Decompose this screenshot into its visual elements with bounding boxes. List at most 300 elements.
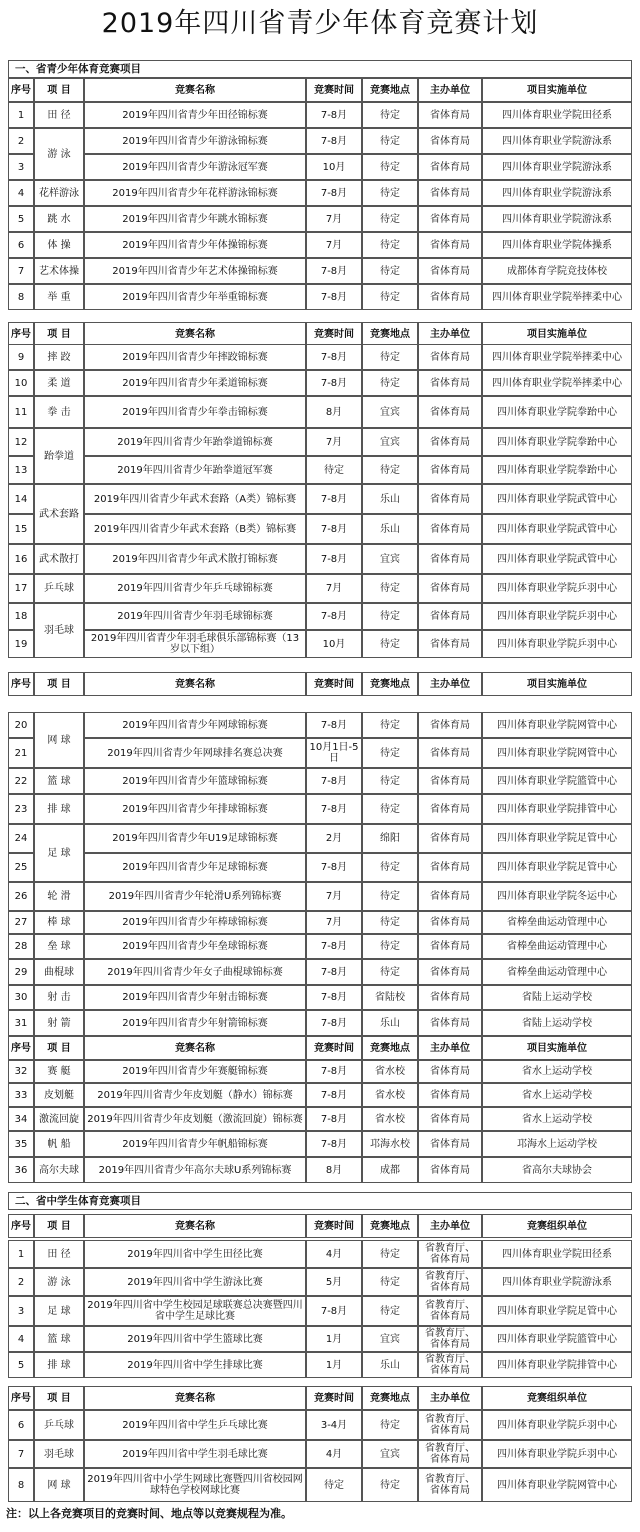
venue-cell: 省水校: [362, 1107, 418, 1131]
organizer-cell: 省教育厅、省体育局: [418, 1326, 482, 1352]
sport-cell: 网 球: [34, 1468, 84, 1502]
unit-cell: 省水上运动学校: [482, 1083, 632, 1107]
organizer-cell: 省体育局: [418, 1107, 482, 1131]
event-name-cell: 2019年四川省中学生篮球比赛: [84, 1326, 306, 1352]
event-name-cell: 2019年四川省青少年乒乓球锦标赛: [84, 574, 306, 603]
time-cell: 7-8月: [306, 258, 362, 284]
event-name-cell: 2019年四川省青少年羽毛球锦标赛: [84, 603, 306, 630]
event-name-cell: 2019年四川省青少年棒球锦标赛: [84, 911, 306, 934]
unit-cell: 四川体育职业学院网管中心: [482, 712, 632, 738]
event-name-cell: 2019年四川省中学生游泳比赛: [84, 1268, 306, 1296]
event-name-cell: 2019年四川省青少年U19足球锦标赛: [84, 824, 306, 853]
seq-cell: 16: [8, 544, 34, 574]
event-name-cell: 2019年四川省青少年武术套路（B类）锦标赛: [84, 514, 306, 544]
time-cell: 10月1日-5日: [306, 738, 362, 768]
event-name-cell: 2019年四川省青少年网球排名赛总决赛: [84, 738, 306, 768]
time-cell: 4月: [306, 1440, 362, 1468]
column-header: 主办单位: [418, 1386, 482, 1410]
seq-cell: 24: [8, 824, 34, 853]
sport-cell: 排 球: [34, 794, 84, 824]
venue-cell: 待定: [362, 128, 418, 154]
seq-cell: 9: [8, 344, 34, 370]
venue-cell: 待定: [362, 934, 418, 959]
column-header: 项 目: [34, 672, 84, 696]
venue-cell: 待定: [362, 1410, 418, 1440]
venue-cell: 待定: [362, 712, 418, 738]
time-cell: 8月: [306, 1157, 362, 1183]
time-cell: 7-8月: [306, 712, 362, 738]
venue-cell: 待定: [362, 738, 418, 768]
venue-cell: 省水校: [362, 1083, 418, 1107]
venue-cell: 宜宾: [362, 396, 418, 428]
unit-cell: 四川体育职业学院举摔柔中心: [482, 344, 632, 370]
organizer-cell: 省体育局: [418, 102, 482, 128]
time-cell: 7-8月: [306, 985, 362, 1010]
sport-cell: 轮 滑: [34, 882, 84, 911]
unit-cell: 省棒垒曲运动管理中心: [482, 911, 632, 934]
event-name-cell: 2019年四川省青少年高尔夫球U系列锦标赛: [84, 1157, 306, 1183]
column-header: 项 目: [34, 1386, 84, 1410]
seq-cell: 1: [8, 1240, 34, 1268]
column-header: 序号: [8, 672, 34, 696]
organizer-cell: 省体育局: [418, 630, 482, 658]
column-header: 竞赛组织单位: [482, 1214, 632, 1238]
column-header: 竞赛时间: [306, 1214, 362, 1238]
organizer-cell: 省体育局: [418, 959, 482, 985]
time-cell: 7-8月: [306, 180, 362, 206]
unit-cell: 省水上运动学校: [482, 1060, 632, 1083]
column-header: 竞赛地点: [362, 1214, 418, 1238]
column-header: 竞赛地点: [362, 1386, 418, 1410]
seq-cell: 28: [8, 934, 34, 959]
column-header: 项 目: [34, 78, 84, 102]
sport-cell: 皮划艇: [34, 1083, 84, 1107]
venue-cell: 待定: [362, 1240, 418, 1268]
venue-cell: 待定: [362, 768, 418, 794]
organizer-cell: 省体育局: [418, 603, 482, 630]
seq-cell: 5: [8, 1352, 34, 1378]
time-cell: 7-8月: [306, 1060, 362, 1083]
unit-cell: 四川体育职业学院游泳系: [482, 206, 632, 232]
time-cell: 7-8月: [306, 514, 362, 544]
sport-cell: 花样游泳: [34, 180, 84, 206]
event-name-cell: 2019年四川省青少年网球锦标赛: [84, 712, 306, 738]
unit-cell: 省水上运动学校: [482, 1107, 632, 1131]
time-cell: 7-8月: [306, 544, 362, 574]
column-header: 项目实施单位: [482, 78, 632, 102]
venue-cell: 宜宾: [362, 428, 418, 456]
organizer-cell: 省体育局: [418, 544, 482, 574]
column-header: 竞赛地点: [362, 78, 418, 102]
venue-cell: 待定: [362, 630, 418, 658]
event-name-cell: 2019年四川省中学生羽毛球比赛: [84, 1440, 306, 1468]
section-heading: 一、省青少年体育竞赛项目: [8, 60, 632, 78]
sport-cell: 射 击: [34, 985, 84, 1010]
column-header: 竞赛组织单位: [482, 1386, 632, 1410]
column-header: 竞赛名称: [84, 1214, 306, 1238]
time-cell: 7-8月: [306, 102, 362, 128]
organizer-cell: 省体育局: [418, 1010, 482, 1036]
event-name-cell: 2019年四川省中学生排球比赛: [84, 1352, 306, 1378]
event-name-cell: 2019年四川省青少年拳击锦标赛: [84, 396, 306, 428]
event-name-cell: 2019年四川省中学生田径比赛: [84, 1240, 306, 1268]
column-header: 竞赛名称: [84, 672, 306, 696]
unit-cell: 四川体育职业学院游泳系: [482, 128, 632, 154]
unit-cell: 四川体育职业学院拳跆中心: [482, 396, 632, 428]
time-cell: 7-8月: [306, 284, 362, 310]
event-name-cell: 2019年四川省青少年花样游泳锦标赛: [84, 180, 306, 206]
seq-cell: 36: [8, 1157, 34, 1183]
unit-cell: 四川体育职业学院乒羽中心: [482, 1410, 632, 1440]
time-cell: 8月: [306, 396, 362, 428]
seq-cell: 7: [8, 1440, 34, 1468]
seq-cell: 10: [8, 370, 34, 396]
venue-cell: 待定: [362, 882, 418, 911]
column-header: 序号: [8, 322, 34, 346]
event-name-cell: 2019年四川省青少年皮划艇（激流回旋）锦标赛: [84, 1107, 306, 1131]
column-header: 主办单位: [418, 1214, 482, 1238]
time-cell: 7月: [306, 428, 362, 456]
event-name-cell: 2019年四川省青少年体操锦标赛: [84, 232, 306, 258]
event-name-cell: 2019年四川省中小学生网球比赛暨四川省校园网球特色学校网球比赛: [84, 1468, 306, 1502]
seq-cell: 12: [8, 428, 34, 456]
venue-cell: 待定: [362, 959, 418, 985]
organizer-cell: 省体育局: [418, 934, 482, 959]
event-name-cell: 2019年四川省青少年跳水锦标赛: [84, 206, 306, 232]
column-header: 项目实施单位: [482, 322, 632, 346]
organizer-cell: 省体育局: [418, 232, 482, 258]
organizer-cell: 省体育局: [418, 712, 482, 738]
venue-cell: 待定: [362, 1296, 418, 1326]
seq-cell: 19: [8, 630, 34, 658]
venue-cell: 省水校: [362, 1060, 418, 1083]
seq-cell: 3: [8, 1296, 34, 1326]
time-cell: 5月: [306, 1268, 362, 1296]
sport-cell: 排 球: [34, 1352, 84, 1378]
venue-cell: 宜宾: [362, 1440, 418, 1468]
event-name-cell: 2019年四川省中学生校园足球联赛总决赛暨四川省中学生足球比赛: [84, 1296, 306, 1326]
venue-cell: 待定: [362, 206, 418, 232]
venue-cell: 宜宾: [362, 544, 418, 574]
seq-cell: 22: [8, 768, 34, 794]
sport-cell: 游 泳: [34, 128, 84, 180]
time-cell: 7-8月: [306, 794, 362, 824]
column-header: 序号: [8, 1214, 34, 1238]
organizer-cell: 省体育局: [418, 768, 482, 794]
seq-cell: 15: [8, 514, 34, 544]
unit-cell: 邛海水上运动学校: [482, 1131, 632, 1157]
column-header: 竞赛名称: [84, 322, 306, 346]
column-header: 项目实施单位: [482, 1036, 632, 1060]
organizer-cell: 省教育厅、省体育局: [418, 1410, 482, 1440]
unit-cell: 四川体育职业学院举摔柔中心: [482, 284, 632, 310]
sport-cell: 跆拳道: [34, 428, 84, 484]
organizer-cell: 省教育厅、省体育局: [418, 1268, 482, 1296]
seq-cell: 23: [8, 794, 34, 824]
event-name-cell: 2019年四川省青少年艺术体操锦标赛: [84, 258, 306, 284]
seq-cell: 27: [8, 911, 34, 934]
seq-cell: 7: [8, 258, 34, 284]
unit-cell: 省陆上运动学校: [482, 1010, 632, 1036]
sport-cell: 乒乓球: [34, 574, 84, 603]
unit-cell: 四川体育职业学院乒羽中心: [482, 630, 632, 658]
time-cell: 7-8月: [306, 1010, 362, 1036]
sport-cell: 跳 水: [34, 206, 84, 232]
time-cell: 7-8月: [306, 934, 362, 959]
column-header: 序号: [8, 1036, 34, 1060]
event-name-cell: 2019年四川省青少年羽毛球俱乐部锦标赛（13岁以下组）: [84, 630, 306, 658]
unit-cell: 省陆上运动学校: [482, 985, 632, 1010]
organizer-cell: 省体育局: [418, 1083, 482, 1107]
venue-cell: 乐山: [362, 484, 418, 514]
unit-cell: 四川体育职业学院足管中心: [482, 1296, 632, 1326]
venue-cell: 待定: [362, 258, 418, 284]
column-header: 竞赛时间: [306, 1036, 362, 1060]
time-cell: 3-4月: [306, 1410, 362, 1440]
organizer-cell: 省体育局: [418, 396, 482, 428]
sport-cell: 乒乓球: [34, 1410, 84, 1440]
sport-cell: 棒 球: [34, 911, 84, 934]
unit-cell: 四川体育职业学院排管中心: [482, 794, 632, 824]
column-header: 竞赛名称: [84, 1036, 306, 1060]
organizer-cell: 省体育局: [418, 456, 482, 484]
organizer-cell: 省体育局: [418, 1131, 482, 1157]
venue-cell: 待定: [362, 154, 418, 180]
column-header: 竞赛地点: [362, 322, 418, 346]
event-name-cell: 2019年四川省青少年柔道锦标赛: [84, 370, 306, 396]
column-header: 项 目: [34, 322, 84, 346]
sport-cell: 赛 艇: [34, 1060, 84, 1083]
seq-cell: 34: [8, 1107, 34, 1131]
venue-cell: 待定: [362, 1268, 418, 1296]
sport-cell: 羽毛球: [34, 1440, 84, 1468]
venue-cell: 待定: [362, 180, 418, 206]
time-cell: 7-8月: [306, 1131, 362, 1157]
sport-cell: 柔 道: [34, 370, 84, 396]
seq-cell: 6: [8, 1410, 34, 1440]
time-cell: 1月: [306, 1326, 362, 1352]
unit-cell: 四川体育职业学院田径系: [482, 102, 632, 128]
column-header: 主办单位: [418, 1036, 482, 1060]
organizer-cell: 省体育局: [418, 824, 482, 853]
seq-cell: 26: [8, 882, 34, 911]
venue-cell: 待定: [362, 1468, 418, 1502]
venue-cell: 乐山: [362, 514, 418, 544]
time-cell: 7-8月: [306, 484, 362, 514]
unit-cell: 省棒垒曲运动管理中心: [482, 959, 632, 985]
time-cell: 7-8月: [306, 603, 362, 630]
organizer-cell: 省教育厅、省体育局: [418, 1352, 482, 1378]
unit-cell: 四川体育职业学院拳跆中心: [482, 428, 632, 456]
organizer-cell: 省体育局: [418, 284, 482, 310]
sport-cell: 射 箭: [34, 1010, 84, 1036]
time-cell: 2月: [306, 824, 362, 853]
time-cell: 7月: [306, 574, 362, 603]
time-cell: 7-8月: [306, 853, 362, 882]
seq-cell: 6: [8, 232, 34, 258]
organizer-cell: 省体育局: [418, 738, 482, 768]
event-name-cell: 2019年四川省青少年武术散打锦标赛: [84, 544, 306, 574]
section-heading: 二、省中学生体育竞赛项目: [8, 1192, 632, 1210]
seq-cell: 32: [8, 1060, 34, 1083]
unit-cell: 四川体育职业学院乒羽中心: [482, 1440, 632, 1468]
sport-cell: 武术散打: [34, 544, 84, 574]
sport-cell: 拳 击: [34, 396, 84, 428]
sport-cell: 游 泳: [34, 1268, 84, 1296]
column-header: 主办单位: [418, 78, 482, 102]
unit-cell: 四川体育职业学院武管中心: [482, 514, 632, 544]
event-name-cell: 2019年四川省青少年轮滑U系列锦标赛: [84, 882, 306, 911]
venue-cell: 待定: [362, 853, 418, 882]
seq-cell: 3: [8, 154, 34, 180]
venue-cell: 待定: [362, 370, 418, 396]
organizer-cell: 省体育局: [418, 484, 482, 514]
time-cell: 7月: [306, 232, 362, 258]
time-cell: 7-8月: [306, 959, 362, 985]
venue-cell: 乐山: [362, 1352, 418, 1378]
venue-cell: 绵阳: [362, 824, 418, 853]
organizer-cell: 省体育局: [418, 882, 482, 911]
column-header: 序号: [8, 1386, 34, 1410]
event-name-cell: 2019年四川省青少年赛艇锦标赛: [84, 1060, 306, 1083]
event-name-cell: 2019年四川省中学生乒乓球比赛: [84, 1410, 306, 1440]
organizer-cell: 省体育局: [418, 1157, 482, 1183]
event-name-cell: 2019年四川省青少年射击锦标赛: [84, 985, 306, 1010]
time-cell: 7-8月: [306, 768, 362, 794]
time-cell: 7-8月: [306, 1107, 362, 1131]
column-header: 项目实施单位: [482, 672, 632, 696]
column-header: 主办单位: [418, 322, 482, 346]
venue-cell: 待定: [362, 456, 418, 484]
unit-cell: 四川体育职业学院拳跆中心: [482, 456, 632, 484]
seq-cell: 2: [8, 128, 34, 154]
seq-cell: 29: [8, 959, 34, 985]
column-header: 序号: [8, 78, 34, 102]
seq-cell: 1: [8, 102, 34, 128]
time-cell: 7-8月: [306, 1083, 362, 1107]
sport-cell: 田 径: [34, 102, 84, 128]
unit-cell: 四川体育职业学院乒羽中心: [482, 574, 632, 603]
column-header: 竞赛时间: [306, 672, 362, 696]
unit-cell: 四川体育职业学院网管中心: [482, 738, 632, 768]
sport-cell: 篮 球: [34, 1326, 84, 1352]
seq-cell: 18: [8, 603, 34, 630]
unit-cell: 四川体育职业学院体操系: [482, 232, 632, 258]
time-cell: 7-8月: [306, 128, 362, 154]
organizer-cell: 省体育局: [418, 206, 482, 232]
unit-cell: 成都体育学院竞技体校: [482, 258, 632, 284]
seq-cell: 4: [8, 180, 34, 206]
column-header: 竞赛时间: [306, 1386, 362, 1410]
time-cell: 7-8月: [306, 370, 362, 396]
seq-cell: 13: [8, 456, 34, 484]
seq-cell: 21: [8, 738, 34, 768]
event-name-cell: 2019年四川省青少年排球锦标赛: [84, 794, 306, 824]
seq-cell: 33: [8, 1083, 34, 1107]
event-name-cell: 2019年四川省青少年摔跤锦标赛: [84, 344, 306, 370]
column-header: 主办单位: [418, 672, 482, 696]
seq-cell: 5: [8, 206, 34, 232]
organizer-cell: 省体育局: [418, 258, 482, 284]
sport-cell: 足 球: [34, 1296, 84, 1326]
organizer-cell: 省体育局: [418, 911, 482, 934]
venue-cell: 待定: [362, 232, 418, 258]
seq-cell: 25: [8, 853, 34, 882]
venue-cell: 省陆校: [362, 985, 418, 1010]
sport-cell: 高尔夫球: [34, 1157, 84, 1183]
unit-cell: 四川体育职业学院武管中心: [482, 544, 632, 574]
venue-cell: 待定: [362, 284, 418, 310]
event-name-cell: 2019年四川省青少年篮球锦标赛: [84, 768, 306, 794]
seq-cell: 35: [8, 1131, 34, 1157]
unit-cell: 四川体育职业学院游泳系: [482, 154, 632, 180]
organizer-cell: 省体育局: [418, 985, 482, 1010]
time-cell: 待定: [306, 456, 362, 484]
seq-cell: 31: [8, 1010, 34, 1036]
venue-cell: 乐山: [362, 1010, 418, 1036]
unit-cell: 四川体育职业学院排管中心: [482, 1352, 632, 1378]
organizer-cell: 省体育局: [418, 180, 482, 206]
unit-cell: 四川体育职业学院乒羽中心: [482, 603, 632, 630]
organizer-cell: 省体育局: [418, 370, 482, 396]
sport-cell: 足 球: [34, 824, 84, 882]
seq-cell: 8: [8, 1468, 34, 1502]
column-header: 项 目: [34, 1036, 84, 1060]
unit-cell: 四川体育职业学院田径系: [482, 1240, 632, 1268]
time-cell: 7-8月: [306, 344, 362, 370]
event-name-cell: 2019年四川省青少年游泳锦标赛: [84, 128, 306, 154]
unit-cell: 四川体育职业学院篮管中心: [482, 768, 632, 794]
seq-cell: 2: [8, 1268, 34, 1296]
time-cell: 10月: [306, 630, 362, 658]
organizer-cell: 省体育局: [418, 794, 482, 824]
event-name-cell: 2019年四川省青少年女子曲棍球锦标赛: [84, 959, 306, 985]
event-name-cell: 2019年四川省青少年游泳冠军赛: [84, 154, 306, 180]
sport-cell: 激流回旋: [34, 1107, 84, 1131]
time-cell: 1月: [306, 1352, 362, 1378]
event-name-cell: 2019年四川省青少年垒球锦标赛: [84, 934, 306, 959]
organizer-cell: 省教育厅、省体育局: [418, 1468, 482, 1502]
venue-cell: 待定: [362, 344, 418, 370]
organizer-cell: 省体育局: [418, 853, 482, 882]
column-header: 项 目: [34, 1214, 84, 1238]
organizer-cell: 省教育厅、省体育局: [418, 1440, 482, 1468]
time-cell: 7月: [306, 206, 362, 232]
venue-cell: 邛海水校: [362, 1131, 418, 1157]
unit-cell: 四川体育职业学院足管中心: [482, 824, 632, 853]
footnote: 注：以上各竞赛项目的竞赛时间、地点等以竞赛规程为准。: [6, 1507, 292, 1520]
unit-cell: 四川体育职业学院举摔柔中心: [482, 370, 632, 396]
venue-cell: 待定: [362, 911, 418, 934]
sport-cell: 篮 球: [34, 768, 84, 794]
sport-cell: 摔 跤: [34, 344, 84, 370]
organizer-cell: 省体育局: [418, 154, 482, 180]
unit-cell: 四川体育职业学院足管中心: [482, 853, 632, 882]
organizer-cell: 省体育局: [418, 1060, 482, 1083]
sport-cell: 田 径: [34, 1240, 84, 1268]
venue-cell: 待定: [362, 102, 418, 128]
sport-cell: 羽毛球: [34, 603, 84, 658]
unit-cell: 四川体育职业学院篮管中心: [482, 1326, 632, 1352]
unit-cell: 四川体育职业学院冬运中心: [482, 882, 632, 911]
event-name-cell: 2019年四川省青少年跆拳道冠军赛: [84, 456, 306, 484]
time-cell: 待定: [306, 1468, 362, 1502]
organizer-cell: 省体育局: [418, 344, 482, 370]
time-cell: 7-8月: [306, 1296, 362, 1326]
seq-cell: 4: [8, 1326, 34, 1352]
seq-cell: 11: [8, 396, 34, 428]
venue-cell: 成都: [362, 1157, 418, 1183]
